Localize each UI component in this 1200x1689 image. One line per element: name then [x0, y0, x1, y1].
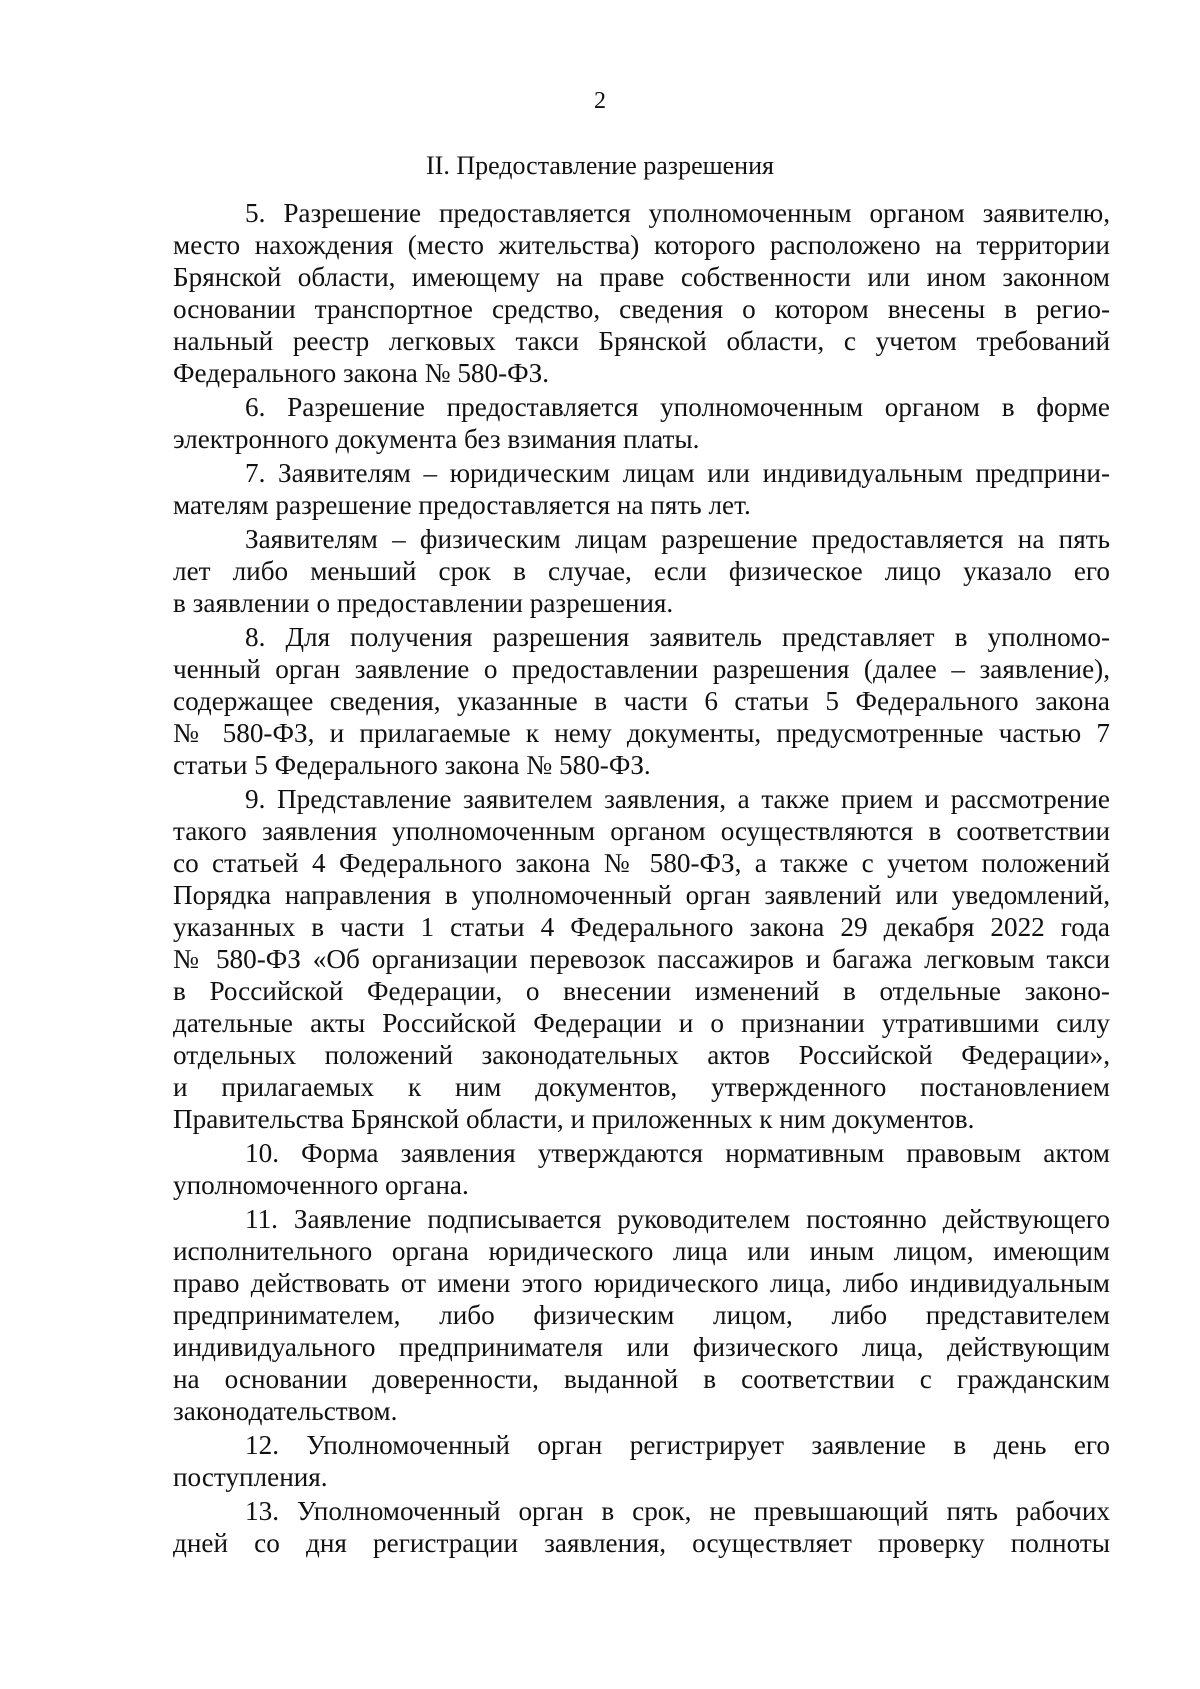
text-line: 13. Уполномоченный орган в срок, не превышающий пять рабочих [245, 1496, 1110, 1526]
text-line: Порядка направления в уполномоченный орган заявлений или уведомлений, [173, 880, 1110, 910]
text-line: № 580-ФЗ «Об организации перевозок пассажиров и багажа легковым такси [173, 944, 1110, 974]
text-line: предпринимателем, либо физическим лицом, либо представителем [173, 1300, 1110, 1330]
text-line: 10. Форма заявления утверждаются нормативным правовым актом [245, 1138, 1110, 1168]
text-line: право действовать от имени этого юридического лица, либо индивидуальным [173, 1268, 1110, 1298]
text-line: основании транспортное средство, сведения о котором внесены в регио- [173, 294, 1110, 324]
text-line: 9. Представление заявителем заявления, а также прием и рассмотрение [245, 784, 1110, 814]
text-line: указанных в части 1 статьи 4 Федерального закона 29 декабря 2022 года [173, 912, 1110, 942]
section-title: II. Предоставление разрешения [426, 151, 774, 180]
text-line: 7. Заявителям – юридическим лицам или индивидуальным предприни- [245, 458, 1110, 488]
text-line: исполнительного органа юридического лица или иным лицом, имеющим [173, 1236, 1110, 1266]
text-line: отдельных положений законодательных актов Российской Федерации», [173, 1040, 1110, 1070]
text-line: 8. Для получения разрешения заявитель представляет в уполномо- [245, 622, 1110, 652]
text-line: ченный орган заявление о предоставлении разрешения (далее – заявление), [173, 654, 1110, 684]
text-line: Правительства Брянской области, и приложенных к ним документов. [173, 1104, 975, 1134]
text-line: лет либо меньший срок в случае, если физическое лицо указало его [173, 556, 1110, 586]
text-line: место нахождения (место жительства) которого расположено на территории [173, 230, 1110, 260]
text-line: уполномоченного органа. [173, 1170, 469, 1200]
text-line: законодательством. [173, 1396, 398, 1426]
text-line: поступления. [173, 1462, 328, 1492]
text-line: 6. Разрешение предоставляется уполномоченным органом в форме [245, 392, 1110, 422]
text-line: со статьей 4 Федерального закона № 580-ФЗ, а также с учетом положений [173, 848, 1110, 878]
text-line: 12. Уполномоченный орган регистрирует заявление в день его [245, 1430, 1110, 1460]
text-line: индивидуального предпринимателя или физического лица, действующим [173, 1332, 1110, 1362]
text-line: электронного документа без взимания платы. [173, 424, 700, 454]
text-line: 11. Заявление подписывается руководителем постоянно действующего [245, 1204, 1110, 1234]
text-line: и прилагаемых к ним документов, утвержденного постановлением [173, 1072, 1110, 1102]
text-line: Брянской области, имеющему на праве собственности или ином законном [173, 262, 1110, 292]
text-line: в Российской Федерации, о внесении изменений в отдельные законо- [173, 976, 1110, 1006]
text-line: мателям разрешение предоставляется на пять лет. [173, 490, 751, 520]
text-line: такого заявления уполномоченным органом осуществляются в соответствии [173, 816, 1110, 846]
text-line: № 580-ФЗ, и прилагаемые к нему документы, предусмотренные частью 7 [173, 718, 1110, 748]
text-line: дней со дня регистрации заявления, осуществляет проверку полноты [173, 1528, 1110, 1558]
text-line: нальный реестр легковых такси Брянской области, с учетом требований [173, 326, 1110, 356]
text-line: в заявлении о предоставлении разрешения. [173, 588, 674, 618]
text-line: Заявителям – физическим лицам разрешение предоставляется на пять [245, 524, 1110, 554]
text-line: на основании доверенности, выданной в соответствии с гражданским [173, 1364, 1110, 1394]
text-line: статьи 5 Федерального закона № 580-ФЗ. [173, 750, 651, 780]
text-line: Федерального закона № 580-ФЗ. [173, 358, 550, 388]
text-line: содержащее сведения, указанные в части 6 статьи 5 Федерального закона [173, 686, 1110, 716]
page-number: 2 [594, 88, 606, 114]
text-line: 5. Разрешение предоставляется уполномоченным органом заявителю, [245, 198, 1110, 228]
text-line: дательные акты Российской Федерации и о признании утратившими силу [173, 1008, 1110, 1038]
